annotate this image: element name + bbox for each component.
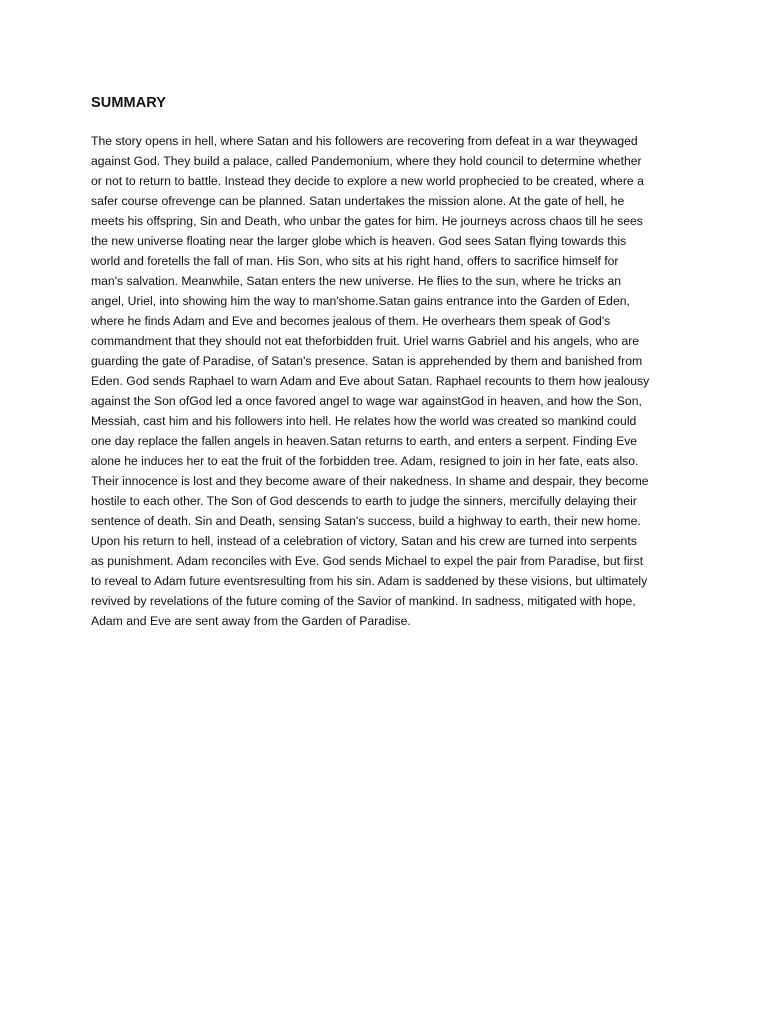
paragraph-line: where he finds Adam and Eve and becomes jealous of them. He overhears them speak of God's: [91, 314, 611, 328]
paragraph-line: The story opens in hell, where Satan and his followers are recovering from defeat in a war theywaged: [91, 134, 638, 148]
paragraph-line: angel, Uriel, into showing him the way to man'shome.Satan gains entrance into the Garden of Eden,: [91, 294, 630, 308]
paragraph-line: safer course ofrevenge can be planned. Satan undertakes the mission alone. At the gate of hell, he: [91, 194, 625, 208]
paragraph-line: Eden. God sends Raphael to warn Adam and Eve about Satan. Raphael recounts to them how jealousy: [91, 374, 650, 388]
paragraph-line: as punishment. Adam reconciles with Eve. God sends Michael to expel the pair from Paradise, but first: [91, 554, 644, 568]
paragraph-line: the new universe floating near the larger globe which is heaven. God sees Satan flying towards this: [91, 234, 627, 248]
paragraph-line: Messiah, cast him and his followers into hell. He relates how the world was created so mankind could: [91, 414, 637, 428]
paragraph-line: man's salvation. Meanwhile, Satan enters the new universe. He flies to the sun, where he tricks an: [91, 274, 622, 288]
paragraph-line: Upon his return to hell, instead of a celebration of victory, Satan and his crew are turned into serpents: [91, 534, 637, 548]
paragraph-line: alone he induces her to eat the fruit of the forbidden tree. Adam, resigned to join in her fate, eats also.: [91, 454, 639, 468]
paragraph-line: guarding the gate of Paradise, of Satan's presence. Satan is apprehended by them and banished from: [91, 354, 643, 368]
paragraph-line: to reveal to Adam future eventsresulting from his sin. Adam is saddened by these visions, but ultimately: [91, 574, 648, 588]
paragraph-line: world and foretells the fall of man. His Son, who sits at his right hand, offers to sacrifice himself for: [91, 254, 619, 268]
paragraph-line: Adam and Eve are sent away from the Garden of Paradise.: [91, 614, 411, 628]
paragraph-line: revived by revelations of the future coming of the Savior of mankind. In sadness, mitigated with hope,: [91, 594, 636, 608]
paragraph-line: one day replace the fallen angels in heaven.Satan returns to earth, and enters a serpent. Finding Eve: [91, 434, 638, 448]
paragraph-line: against God. They build a palace, called Pandemonium, where they hold council to determine whether: [91, 154, 642, 168]
paragraph-line: hostile to each other. The Son of God descends to earth to judge the sinners, mercifully delaying their: [91, 494, 637, 508]
paragraph-line: Their innocence is lost and they become aware of their nakedness. In shame and despair, they become: [91, 474, 649, 488]
summary-paragraph: [91, 131, 691, 631]
section-heading: SUMMARY: [91, 95, 167, 111]
paragraph-line: sentence of death. Sin and Death, sensing Satan's success, build a highway to earth, their new home.: [91, 514, 641, 528]
paragraph-line: against the Son ofGod led a once favored angel to wage war againstGod in heaven, and how the Son,: [91, 394, 642, 408]
paragraph-line: meets his offspring, Sin and Death, who unbar the gates for him. He journeys across chaos till he sees: [91, 214, 643, 228]
paragraph-line: or not to return to battle. Instead they decide to explore a new world prophecied to be created, where a: [91, 174, 644, 188]
paragraph-line: commandment that they should not eat theforbidden fruit. Uriel warns Gabriel and his angels, who are: [91, 334, 640, 348]
